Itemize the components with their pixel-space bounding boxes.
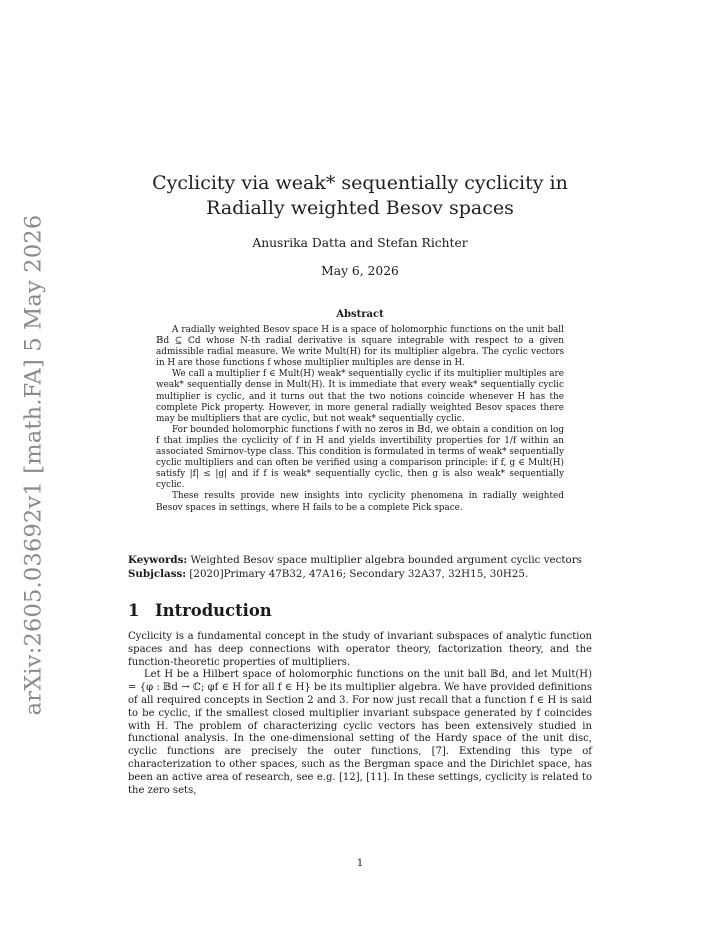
subjclass-label: Subjclass:	[128, 568, 187, 580]
subjclass-line	[128, 567, 592, 581]
paper-title: Cyclicity via weak* sequentially cyclicity in Radially weighted Besov spaces	[152, 172, 568, 219]
date: May 6, 2026	[321, 264, 399, 278]
arxiv-identifier	[8, 214, 58, 716]
abstract-heading: Abstract	[336, 309, 384, 320]
abstract-paragraph: A radially weighted Besov space H is a space of holomorphic functions on the unit ball 𝔹d ⊆ ℂd whose N-th radial derivative is square integrable with respect to a given admissible radial measure. We write Mult(H) for its multiplier algebra. The cyclic vectors in H are those functions f whose multiplier multiples are dense in H.	[156, 325, 564, 369]
abstract-paragraph: These results provide new insights into cyclicity phenomena in radially weighted Besov spaces in settings, where H fails to be a complete Pick space.	[156, 491, 564, 513]
keywords-label: Keywords:	[128, 554, 188, 566]
authors: Anusrika Datta and Stefan Richter	[252, 236, 468, 250]
abstract-body	[156, 325, 564, 514]
abstract-paragraph: For bounded holomorphic functions f with no zeros in 𝔹d, we obtain a condition on log f that implies the cyclicity of f in H and yields invertibility properties for 1/f within an associated Smirnov-type class. This condition is formulated in terms of weak* sequentially cyclic multipliers and can often be verified using a comparison principle: if f, g ∈ Mult(H) satisfy |f| ≤ |g| and if f is weak* sequentially cyclic, then g is also weak* sequentially cyclic.	[156, 424, 564, 491]
section-title: Introduction	[155, 601, 272, 620]
section-body	[128, 631, 592, 797]
keywords-text: Weighted Besov space multiplier algebra bounded argument cyclic vectors	[190, 554, 582, 566]
metadata-block	[128, 553, 592, 581]
subjclass-text: [2020]Primary 47B32, 47A16; Secondary 32A37, 32H15, 30H25.	[189, 568, 529, 580]
body-paragraph: Let H be a Hilbert space of holomorphic functions on the unit ball 𝔹d, and let Mult(H) = {φ : 𝔹d → ℂ; φf ∈ H for all f ∈ H} be its multiplier algebra. We have provided definitions of all required concepts in Section 2 and 3. For now just recall that a function f ∈ H is said to be cyclic, if the smallest closed multiplier invariant subspace generated by f coincides with H. The problem of characterizing cyclic vectors has been extensively studied in functional analysis. In the one-dimensional setting of the Hardy space of the unit disc, cyclic functions are precisely the outer functions, [7]. Extending this type of characterization to other spaces, such as the Bergman space and the Dirichlet space, has been an active area of research, see e.g. [12], [11]. In these settings, cyclicity is related to the zero sets,	[128, 669, 592, 796]
abstract-paragraph: We call a multiplier f ∈ Mult(H) weak* sequentially cyclic if its multiplier multiples are weak* sequentially dense in Mult(H). It is immediate that every weak* sequentially cyclic multiplier is cyclic, and it turns out that the two notions coincide whenever H has the complete Pick property. However, in more general radially weighted Besov spaces there may be multipliers that are cyclic, but not weak* sequentially cyclic.	[156, 369, 564, 424]
section-heading	[128, 601, 592, 620]
body-paragraph: Cyclicity is a fundamental concept in the study of invariant subspaces of analytic function spaces and has deep connections with operator theory, factorization theory, and the function-theoretic properties of multipliers.	[128, 631, 592, 668]
page-number: 1	[356, 858, 364, 869]
arxiv-identifier-text: arXiv:2605.03692v1 [math.FA] 5 May 2026	[20, 214, 46, 716]
section-number: 1	[128, 601, 140, 620]
keywords-line	[128, 553, 592, 567]
